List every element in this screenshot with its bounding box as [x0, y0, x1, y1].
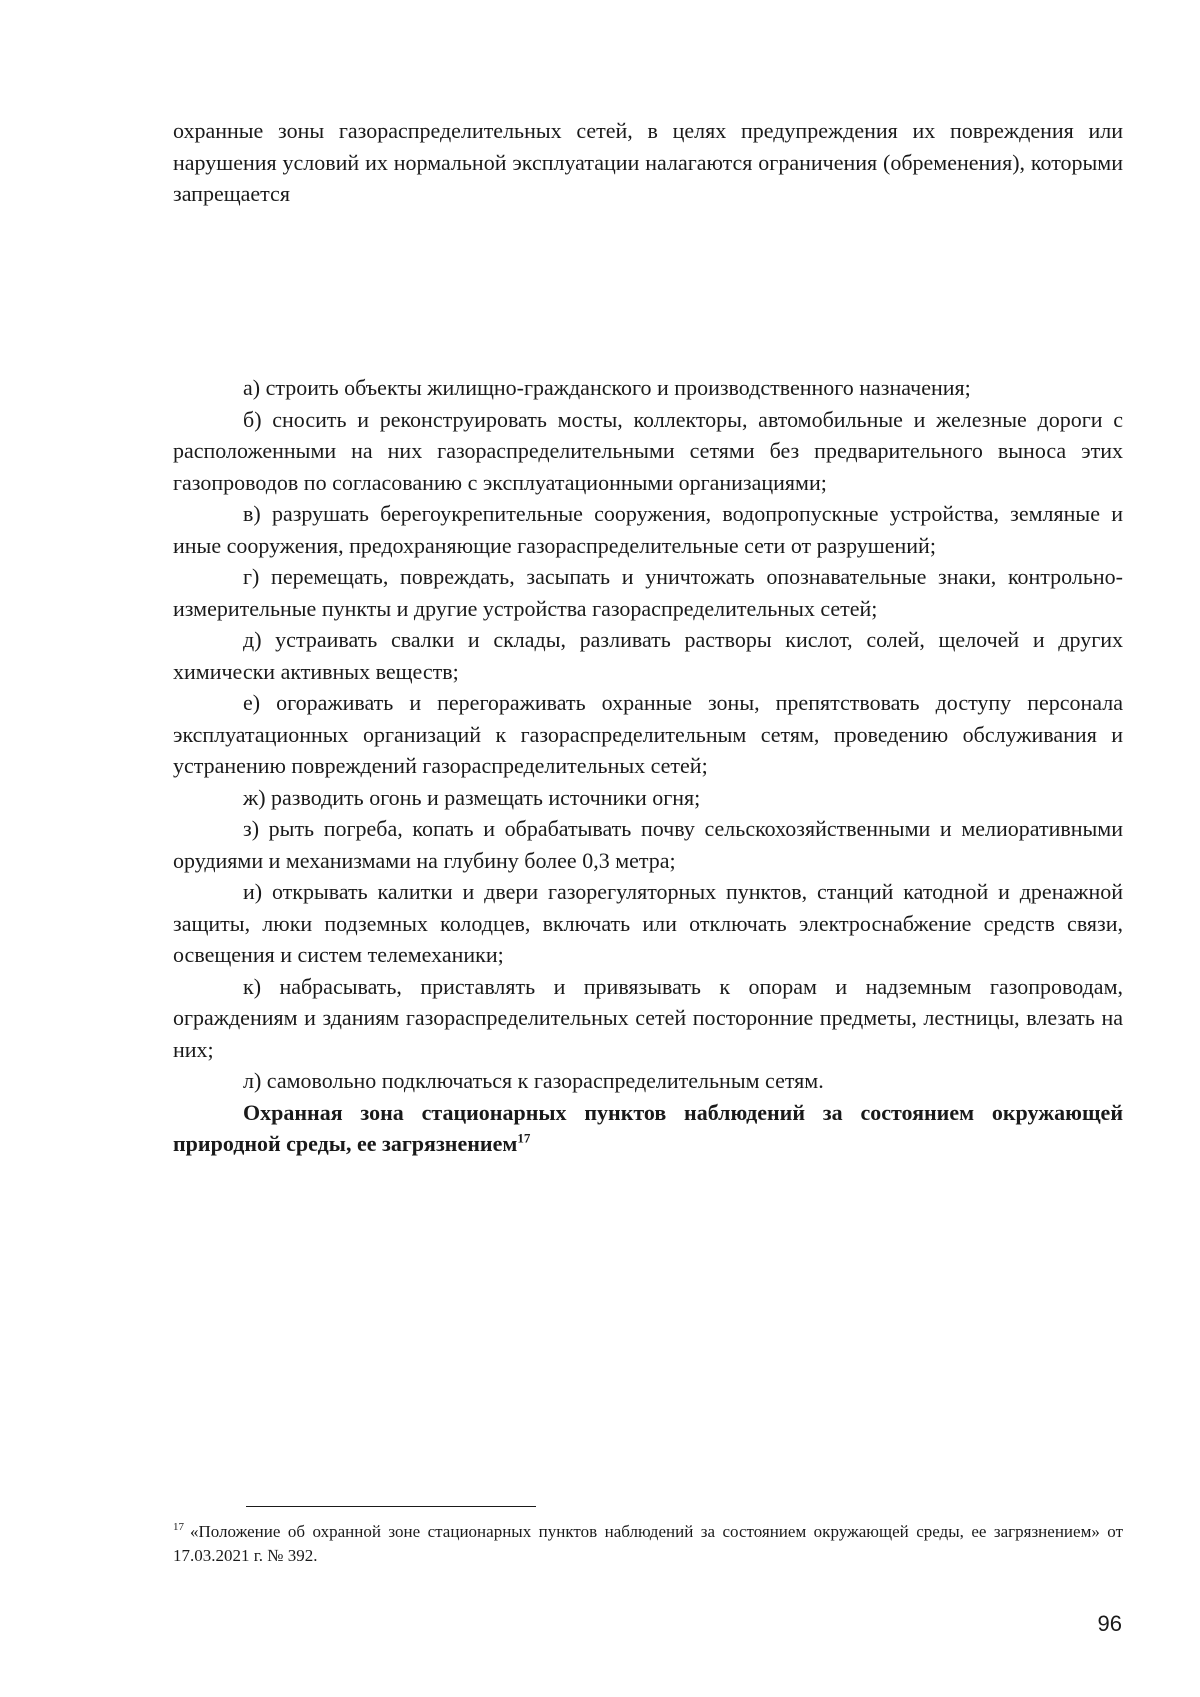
list-item: е) огораживать и перегораживать охранные зоны, препятствовать доступу персонала эксплуатационных организаций к газораспределительным сетям, проведению обслуживания и устранению повреждений газораспределительных сетей;	[173, 690, 1123, 778]
intro-block	[173, 115, 1123, 210]
page-number: 96	[1097, 1611, 1122, 1636]
section-heading	[173, 1097, 1123, 1160]
list-item: з) рыть погреба, копать и обрабатывать почву сельскохозяйственными и мелиоративными орудиями и механизмами на глубину более 0,3 метра;	[173, 816, 1123, 873]
intro-paragraph: охранные зоны газораспределительных сетей, в целях предупреждения их повреждения или нарушения условий их нормальной эксплуатации налагаются ограничения (обременения), которыми запрещается	[173, 118, 1123, 206]
section-heading-text: Охранная зона стационарных пунктов наблюдений за состоянием окружающей природной среды, ее загрязнением	[173, 1099, 1123, 1156]
footnote-number: 17	[173, 1521, 184, 1534]
list-item: б) сносить и реконструировать мосты, коллекторы, автомобильные и железные дороги с расположенными на них газораспределительными сетями без предварительного выноса этих газопроводов по согласованию с эксплуатационными организациями;	[173, 406, 1123, 495]
footnote-reference[interactable]: 17	[517, 1130, 531, 1146]
footnote	[173, 1520, 1123, 1568]
list-item: д) устраивать свалки и склады, разливать растворы кислот, солей, щелочей и других химически активных веществ;	[173, 627, 1123, 684]
list-item: к) набрасывать, приставлять и привязывать к опорам и надземным газопроводам, ограждениям и зданиям газораспределительных сетей посторонние предметы, лестницы, влезать на них;	[173, 973, 1123, 1062]
list-item: г) перемещать, повреждать, засыпать и уничтожать опознавательные знаки, контрольно-измерительные пункты и другие устройства газораспределительных сетей;	[173, 564, 1123, 621]
footnote-text: «Положение об охранной зоне стационарных пунктов наблюдений за состоянием окружающей среды, ее загрязнением» от 17.03.2021 г. № 392.	[173, 1522, 1123, 1565]
list-item: ж) разводить огонь и размещать источники огня;	[243, 784, 701, 810]
list-item: а) строить объекты жилищно-гражданского и производственного назначения;	[243, 375, 971, 400]
footnote-separator	[246, 1506, 536, 1507]
list-item: в) разрушать берегоукрепительные сооружения, водопропускные устройства, земляные и иные сооружения, предохраняющие газораспределительные сети от разрушений;	[173, 501, 1123, 558]
list-item: л) самовольно подключаться к газораспределительным сетям.	[243, 1068, 824, 1093]
restrictions-list	[173, 372, 1123, 1160]
list-item: и) открывать калитки и двери газорегуляторных пунктов, станций катодной и дренажной защиты, люки подземных колодцев, включать или отключать электроснабжение средств связи, освещения и систем телемеханики;	[173, 879, 1123, 967]
